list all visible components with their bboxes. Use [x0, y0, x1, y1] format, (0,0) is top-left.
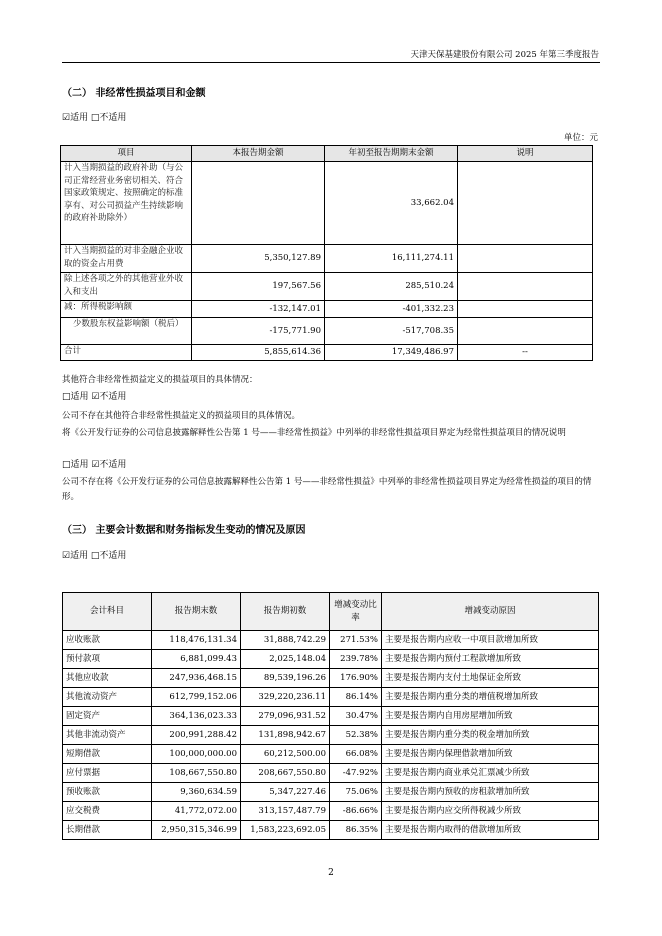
section3-heading: （三） 主要会计数据和财务指标发生变动的情况及原因: [62, 525, 306, 536]
section2-heading: （二） 非经常性损益项目和金额: [62, 88, 206, 99]
table-row: 其他非流动资产 200,991,288.42 131,898,942.67 52.38% 主要是报告期内重分类的税金增加所致: [63, 726, 599, 745]
reclass-paragraph: 将《公开发行证券的公司信息披露解释性公告第 1 号——非经常性损益》中列举的非经常性损益项目界定为经常性损益项目的情况说明: [62, 428, 566, 438]
table-row: 其他流动资产 612,799,152.06 329,220,236.11 86.14% 主要是报告期内重分类的增值税增加所致: [63, 688, 599, 707]
table-row: 少数股东权益影响额（税后） -175,771.90 -517,708.35: [61, 318, 593, 345]
reclass-statement: 公司不存在将《公开发行证券的公司信息披露解释性公告第 1 号——非经常性损益》中列举的非经常性损益项目界定为经常性损益的项目的情形。: [62, 477, 592, 502]
financial-changes-table: [62, 592, 599, 840]
table-row: 除上述各项之外的其他营业外收入和支出 197,567.56 285,510.24: [61, 273, 593, 301]
section2-applicability: ☑适用 □不适用: [62, 113, 127, 123]
other-items-paragraph: 其他符合非经常性损益定义的损益项目的具体情况：: [62, 375, 258, 385]
col-period-begin: 报告期初数: [241, 593, 330, 631]
table-row: 应付票据 108,667,550.80 208,667,550.80 -47.92% 主要是报告期内商业承兑汇票减少所致: [63, 764, 599, 783]
unit-label: 单位：元: [563, 133, 598, 143]
table-row-total: 合计 5,855,614.36 17,349,486.97 --: [61, 345, 593, 361]
other-items-statement: 公司不存在其他符合非经常性损益定义的损益项目的具体情况。: [62, 411, 301, 421]
table-row: 预收账款 9,360,634.59 5,347,227.46 75.06% 主要是报告期内预收的房租款增加所致: [63, 783, 599, 802]
report-header-title: 天津天保基建股份有限公司 2025 年第三季度报告: [410, 50, 599, 60]
col-item: 项目: [61, 146, 192, 162]
non-recurring-items-table: [60, 145, 593, 361]
page-number: 2: [328, 868, 334, 878]
section3-applicability: ☑适用 □不适用: [62, 551, 127, 561]
table-row: 计入当期损益的政府补助（与公司正常经营业务密切相关、符合国家政策规定、按照确定的标准享有、对公司损益产生持续影响的政府补助除外） 33,662.04: [61, 162, 593, 245]
table-row: 其他应收款 247,936,468.15 89,539,196.26 176.90% 主要是报告期内支付土地保证金所致: [63, 669, 599, 688]
col-change-reason: 增减变动原因: [382, 593, 599, 631]
col-current: 本报告期金额: [192, 146, 325, 162]
header-divider: [62, 62, 600, 63]
table-row: 计入当期损益的对非金融企业收取的资金占用费 5,350,127.89 16,111,274.11: [61, 245, 593, 273]
table-row: 固定资产 364,136,023.33 279,096,931.52 30.47% 主要是报告期内自用房屋增加所致: [63, 707, 599, 726]
col-note: 说明: [458, 146, 593, 162]
col-account: 会计科目: [63, 593, 152, 631]
other-items-applicability: □适用 ☑不适用: [62, 392, 127, 402]
table-row: 应收账款 118,476,131.34 31,888,742.29 271.53% 主要是报告期内应收一中项目款增加所致: [63, 631, 599, 650]
table-row: 减：所得税影响额 -132,147.01 -401,332.23: [61, 301, 593, 318]
table-row: 长期借款 2,950,315,346.99 1,583,223,692.05 86.35% 主要是报告期内取得的借款增加所致: [63, 821, 599, 840]
col-change-rate: 增减变动比率: [330, 593, 382, 631]
col-ytd: 年初至报告期期末金额: [325, 146, 458, 162]
col-period-end: 报告期末数: [152, 593, 241, 631]
reclass-applicability: □适用 ☑不适用: [62, 460, 127, 470]
table-row: 短期借款 100,000,000.00 60,212,500.00 66.08% 主要是报告期内保理借款增加所致: [63, 745, 599, 764]
table-row: 应交税费 41,772,072.00 313,157,487.79 -86.66% 主要是报告期内应交所得税减少所致: [63, 802, 599, 821]
table-row: 预付款项 6,881,099.43 2,025,148.04 239.78% 主要是报告期内预付工程款增加所致: [63, 650, 599, 669]
